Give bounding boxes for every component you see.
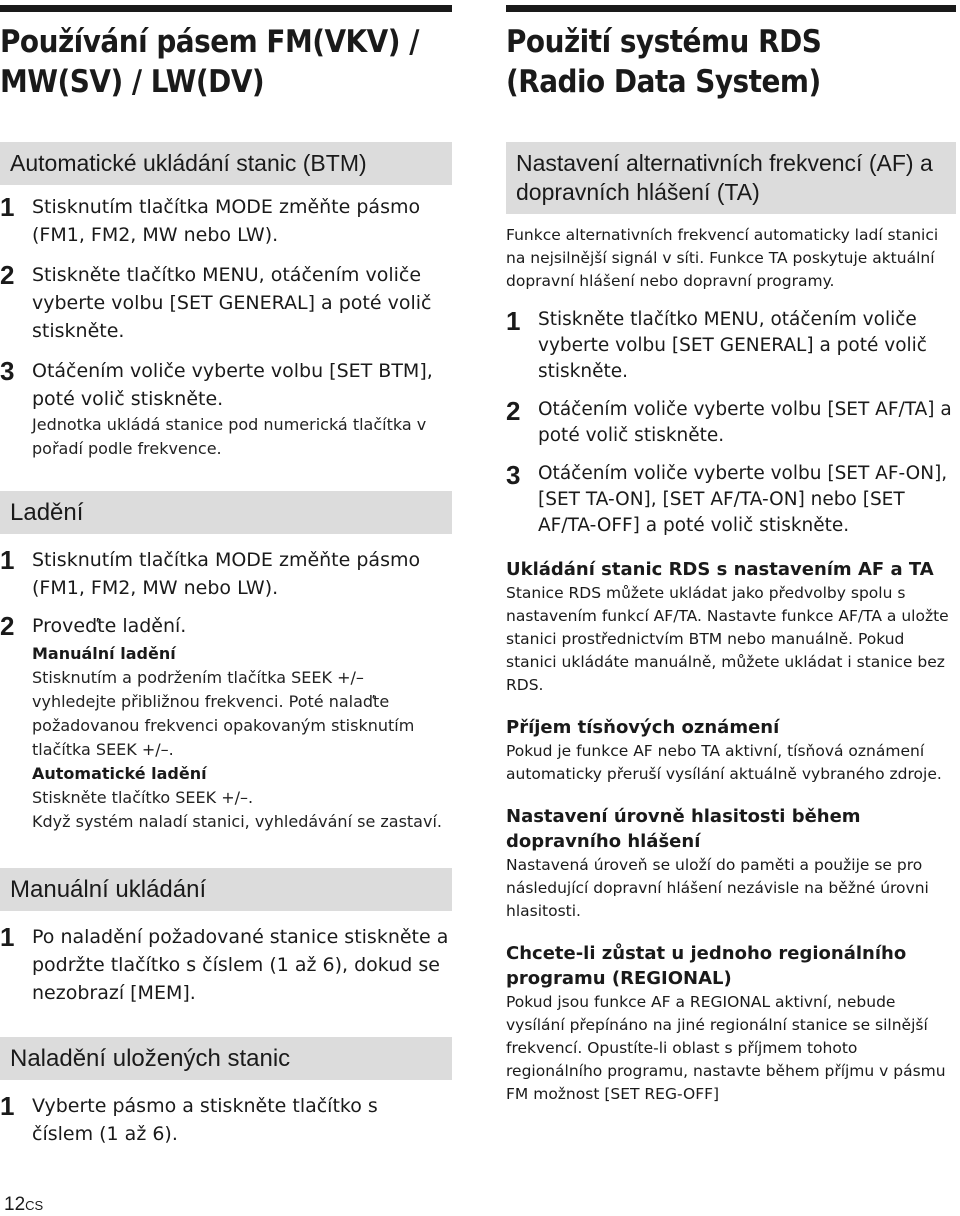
af-step-2 bbox=[506, 397, 956, 449]
btm-steps bbox=[0, 193, 452, 461]
rds-info-block-2 bbox=[506, 715, 956, 786]
step-text: Vyberte pásmo a stiskněte tlačítko s číslem (1 až 6). bbox=[32, 1095, 378, 1145]
left-column bbox=[0, 0, 452, 1148]
tuning-step-2 bbox=[0, 612, 452, 834]
section-heading-recall: Naladění uložených stanic bbox=[0, 1037, 452, 1080]
info-block-text: Nastavená úroveň se uloží do paměti a použije se pro následující dopravní hlášení nezávisle na běžné úrovni hlasitosti. bbox=[506, 856, 929, 920]
section-heading-tuning: Ladění bbox=[0, 491, 452, 534]
info-block-title: Chcete-li zůstat u jednoho regionálního programu (REGIONAL) bbox=[506, 943, 907, 989]
step-text: Stiskněte tlačítko MENU, otáčením voliče vyberte volbu [SET GENERAL] a poté volič stiskněte. bbox=[32, 264, 432, 342]
section-heading-af-ta: Nastavení alternativních frekvencí (AF) a dopravních hlášení (TA) bbox=[506, 142, 956, 214]
manual-store-step-1 bbox=[0, 923, 452, 1007]
step-number: 1 bbox=[0, 922, 15, 952]
step-number: 1 bbox=[0, 192, 15, 222]
info-block-title: Příjem tísňových oznámení bbox=[506, 717, 780, 738]
step-number: 3 bbox=[0, 356, 15, 386]
section-heading-manual-store: Manuální ukládání bbox=[0, 868, 452, 911]
info-block-title: Ukládání stanic RDS s nastavením AF a TA bbox=[506, 559, 934, 580]
page-language-code: CS bbox=[25, 1198, 44, 1213]
rds-info-block-4 bbox=[506, 941, 956, 1106]
step-text: Proveďte ladění. bbox=[32, 615, 187, 637]
right-column bbox=[506, 0, 956, 1106]
top-rule bbox=[506, 5, 956, 12]
page-number bbox=[4, 1194, 43, 1216]
top-rule bbox=[0, 5, 452, 12]
af-steps bbox=[506, 307, 956, 539]
manual-tuning-heading: Manuální ladění bbox=[32, 644, 176, 663]
step-text: Otáčením voliče vyberte volbu [SET AF/TA] a poté volič stiskněte. bbox=[538, 399, 952, 446]
step-text: Stisknutím tlačítka MODE změňte pásmo (FM1, FM2, MW nebo LW). bbox=[32, 549, 421, 599]
step-text: Otáčením voliče vyberte volbu [SET BTM], poté volič stiskněte. bbox=[32, 360, 433, 410]
step-number: 1 bbox=[0, 545, 15, 575]
af-step-1 bbox=[506, 307, 956, 385]
page-number-value: 12 bbox=[4, 1194, 26, 1215]
btm-step-1 bbox=[0, 193, 452, 249]
step-note: Jednotka ukládá stanice pod numerická tlačítka v pořadí podle frekvence. bbox=[32, 415, 427, 458]
info-block-text: Stanice RDS můžete ukládat jako předvolby spolu s nastavením funkcí AF/TA. Nastavte funkce AF/TA a uložte stanici prostřednictvím BTM nebo manuálně. Pokud stanici ukládáte manuálně, můžete ukládat i stanice bez RDS. bbox=[506, 584, 949, 694]
chapter-title-right: Použití systému RDS (Radio Data System) bbox=[506, 24, 822, 100]
step-text: Stisknutím tlačítka MODE změňte pásmo (FM1, FM2, MW nebo LW). bbox=[32, 196, 421, 246]
step-text: Stiskněte tlačítko MENU, otáčením voliče vyberte volbu [SET GENERAL] a poté volič stiskněte. bbox=[538, 309, 927, 382]
auto-tuning-text-2: Když systém naladí stanici, vyhledávání se zastaví. bbox=[32, 812, 442, 831]
step-number: 2 bbox=[0, 611, 15, 641]
af-step-3 bbox=[506, 461, 956, 539]
section-heading-btm: Automatické ukládání stanic (BTM) bbox=[0, 142, 452, 185]
step-number: 2 bbox=[506, 396, 521, 426]
info-block-text: Pokud jsou funkce AF a REGIONAL aktivní, nebude vysílání přepínáno na jiné regionální stanice se silnější frekvencí. Opustíte-li oblast s příjmem tohoto regionálního programu, nastavte během příjmu v pásmu FM možnost [SET REG-OFF] bbox=[506, 993, 946, 1103]
step-number: 2 bbox=[0, 260, 15, 290]
manual-tuning-text: Stisknutím a podržením tlačítka SEEK +/– vyhledejte přibližnou frekvenci. Poté nalaďte požadovanou frekvenci opakovaným stisknutím tlačítka SEEK +/–. bbox=[32, 668, 415, 759]
btm-step-3 bbox=[0, 357, 452, 461]
step-text: Po naladění požadované stanice stiskněte a podržte tlačítko s číslem (1 až 6), dokud se nezobrazí [MEM]. bbox=[32, 926, 449, 1004]
tuning-steps bbox=[0, 546, 452, 834]
af-intro: Funkce alternativních frekvencí automaticky ladí stanici na nejsilnější signál v síti. Funkce TA poskytuje aktuální dopravní hlášení nebo dopravní programy. bbox=[506, 226, 939, 290]
auto-tuning-heading: Automatické ladění bbox=[32, 764, 207, 783]
info-block-title: Nastavení úrovně hlasitosti během dopravního hlášení bbox=[506, 806, 861, 852]
step-number: 1 bbox=[506, 306, 521, 336]
btm-step-2 bbox=[0, 261, 452, 345]
rds-info-block-3 bbox=[506, 804, 956, 923]
recall-step-1 bbox=[0, 1092, 452, 1148]
chapter-title-left: Používání pásem FM(VKV) / MW(SV) / LW(DV) bbox=[0, 24, 419, 100]
step-text: Otáčením voliče vyberte volbu [SET AF-ON], [SET TA-ON], [SET AF/TA-ON] nebo [SET AF/TA-OFF] a poté volič stiskněte. bbox=[538, 463, 948, 536]
step-number: 3 bbox=[506, 460, 521, 490]
rds-info-block-1 bbox=[506, 557, 956, 697]
auto-tuning-text-1: Stiskněte tlačítko SEEK +/–. bbox=[32, 788, 254, 807]
step-number: 1 bbox=[0, 1091, 15, 1121]
info-block-text: Pokud je funkce AF nebo TA aktivní, tísňová oznámení automaticky přeruší vysílání aktuálně vybraného zdroje. bbox=[506, 742, 942, 783]
tuning-step-1 bbox=[0, 546, 452, 602]
